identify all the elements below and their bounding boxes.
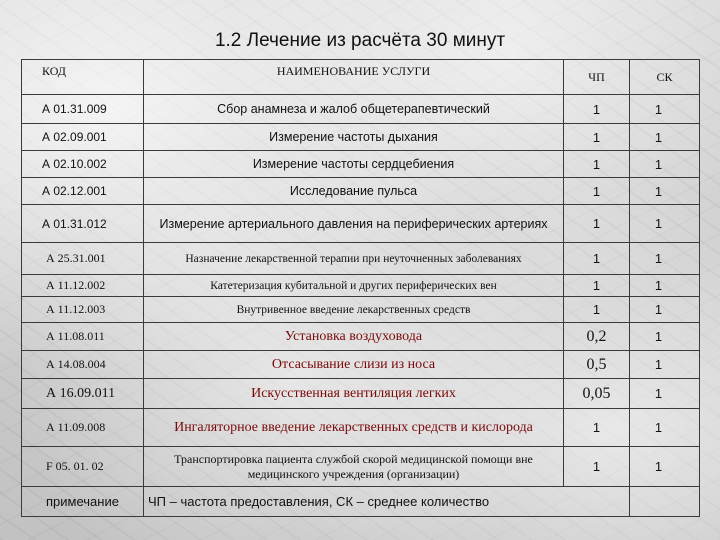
table-row bbox=[22, 205, 700, 243]
service-sk: 1 bbox=[630, 351, 700, 379]
services-table bbox=[21, 59, 700, 517]
service-cp: 0,2 bbox=[564, 323, 630, 351]
service-name: Установка воздуховода bbox=[144, 323, 564, 351]
header-sk: СК bbox=[630, 60, 700, 95]
service-sk: 1 bbox=[630, 205, 700, 243]
table-row bbox=[22, 178, 700, 205]
service-code: А 01.31.009 bbox=[22, 95, 144, 124]
service-cp: 1 bbox=[564, 275, 630, 297]
header-cp: ЧП bbox=[564, 60, 630, 95]
service-name: Сбор анамнеза и жалоб общетерапевтический bbox=[144, 95, 564, 124]
service-name: Внутривенное введение лекарственных средств bbox=[144, 297, 564, 323]
service-sk: 1 bbox=[630, 323, 700, 351]
table-header-row bbox=[22, 60, 700, 95]
service-cp: 1 bbox=[564, 95, 630, 124]
service-sk: 1 bbox=[630, 95, 700, 124]
service-sk: 1 bbox=[630, 124, 700, 151]
service-code: А 02.12.001 bbox=[22, 178, 144, 205]
note-empty-cell bbox=[630, 487, 700, 517]
table-row bbox=[22, 275, 700, 297]
service-code: А 11.08.011 bbox=[22, 323, 144, 351]
service-sk: 1 bbox=[630, 379, 700, 409]
page-title: 1.2 Лечение из расчёта 30 минут bbox=[214, 30, 506, 51]
header-code: КОД bbox=[22, 60, 144, 95]
service-code: А 16.09.011 bbox=[22, 379, 144, 409]
table-row bbox=[22, 243, 700, 275]
service-sk: 1 bbox=[630, 447, 700, 487]
service-name: Исследование пульса bbox=[144, 178, 564, 205]
header-name: НАИМЕНОВАНИЕ УСЛУГИ bbox=[144, 60, 564, 95]
service-cp: 1 bbox=[564, 151, 630, 178]
service-code: А 11.09.008 bbox=[22, 409, 144, 447]
service-code: F 05. 01. 02 bbox=[22, 447, 144, 487]
service-name: Искусственная вентиляция легких bbox=[144, 379, 564, 409]
service-sk: 1 bbox=[630, 151, 700, 178]
service-name: Назначение лекарственной терапии при неуточненных заболеваниях bbox=[144, 243, 564, 275]
service-name: Измерение частоты сердцебиения bbox=[144, 151, 564, 178]
table-row bbox=[22, 124, 700, 151]
service-code: А 02.09.001 bbox=[22, 124, 144, 151]
service-cp: 1 bbox=[564, 297, 630, 323]
service-name: Транспортировка пациента службой скорой медицинской помощи вне медицинского учреждения (организации) bbox=[144, 447, 564, 487]
service-code: А 11.12.002 bbox=[22, 275, 144, 297]
service-name: Катетеризация кубитальной и других периферических вен bbox=[144, 275, 564, 297]
service-name: Измерение частоты дыхания bbox=[144, 124, 564, 151]
service-code: А 01.31.012 bbox=[22, 205, 144, 243]
table-row bbox=[22, 379, 700, 409]
service-code: А 14.08.004 bbox=[22, 351, 144, 379]
service-cp: 0,5 bbox=[564, 351, 630, 379]
service-sk: 1 bbox=[630, 409, 700, 447]
table-row bbox=[22, 297, 700, 323]
table-row bbox=[22, 409, 700, 447]
service-sk: 1 bbox=[630, 297, 700, 323]
table-row bbox=[22, 323, 700, 351]
service-cp: 0,05 bbox=[564, 379, 630, 409]
service-sk: 1 bbox=[630, 243, 700, 275]
table-row bbox=[22, 151, 700, 178]
service-sk: 1 bbox=[630, 178, 700, 205]
service-code: А 02.10.002 bbox=[22, 151, 144, 178]
service-cp: 1 bbox=[564, 409, 630, 447]
service-name: Ингаляторное введение лекарственных средств и кислорода bbox=[144, 409, 564, 447]
service-cp: 1 bbox=[564, 447, 630, 487]
note-row bbox=[22, 487, 700, 517]
service-cp: 1 bbox=[564, 205, 630, 243]
table-row bbox=[22, 95, 700, 124]
service-sk: 1 bbox=[630, 275, 700, 297]
service-name: Измерение артериального давления на периферических артериях bbox=[144, 205, 564, 243]
service-code: А 25.31.001 bbox=[22, 243, 144, 275]
service-cp: 1 bbox=[564, 178, 630, 205]
note-label: примечание bbox=[22, 487, 144, 517]
service-cp: 1 bbox=[564, 243, 630, 275]
table-row bbox=[22, 447, 700, 487]
note-text: ЧП – частота предоставления, СК – среднее количество bbox=[144, 487, 630, 517]
service-code: А 11.12.003 bbox=[22, 297, 144, 323]
service-cp: 1 bbox=[564, 124, 630, 151]
service-name: Отсасывание слизи из носа bbox=[144, 351, 564, 379]
table-row bbox=[22, 351, 700, 379]
